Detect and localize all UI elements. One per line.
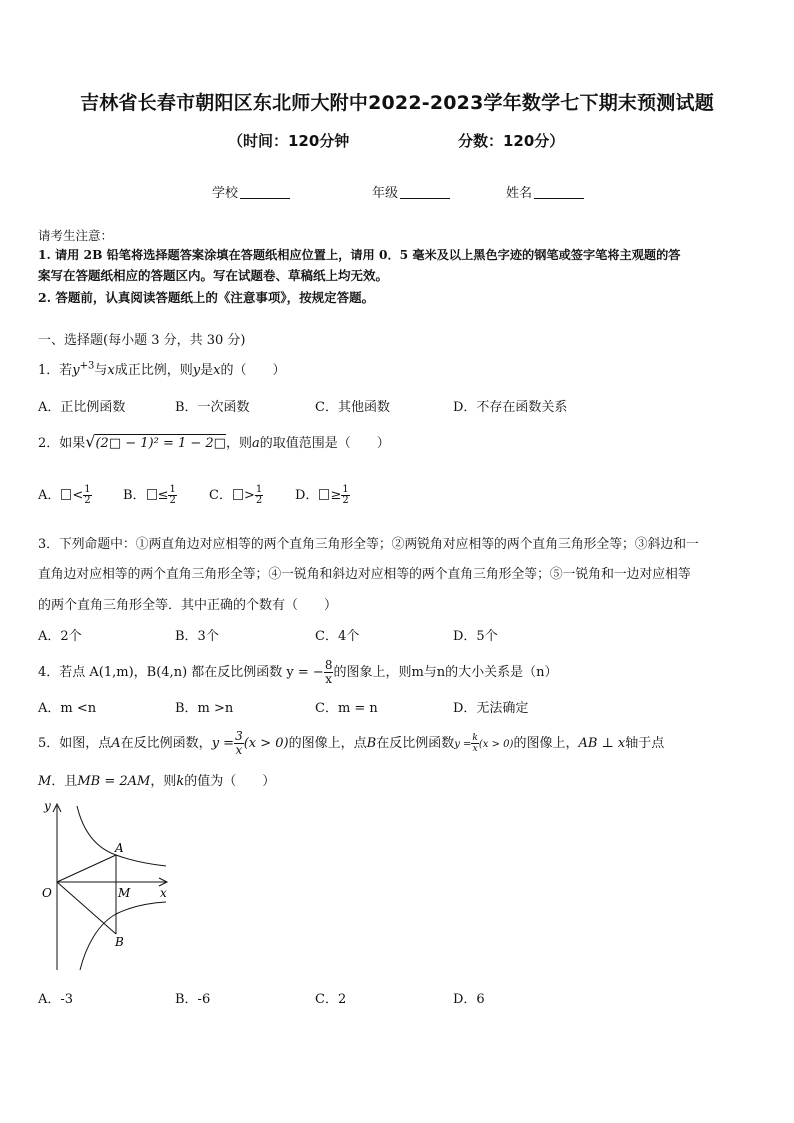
q1-text-4: 是	[200, 363, 214, 378]
q4-num: 8	[324, 658, 333, 672]
grade-field[interactable]	[372, 182, 450, 201]
half-fraction	[341, 485, 349, 506]
q4-text-2: 的图象上，则m与n的大小关系是（n）	[333, 665, 558, 680]
q1-option-a[interactable]: A．正比例函数	[38, 400, 126, 415]
q5-perp: AB ⊥ x	[578, 736, 626, 751]
missing-glyph-icon	[233, 489, 243, 500]
missing-glyph-icon	[147, 489, 157, 500]
exam-title: 吉林省长春市朝阳区东北师大附中2022-2023学年数学七下期末预测试题	[80, 92, 714, 114]
q5-f1-den: x	[235, 743, 243, 757]
q5-condition: MB = 2AM	[77, 774, 151, 789]
q5-f2-cond: (x > 0)	[478, 739, 514, 750]
q5-text-5: 的图像上，	[513, 736, 579, 751]
section1-heading: 一、选择题(每小题 3 分，共 30 分)	[38, 333, 246, 348]
q2-a: a	[251, 436, 260, 451]
exam-time: （时间：120分钟	[228, 132, 350, 150]
frac-num: 1	[342, 484, 349, 495]
q5-f1-num: 3	[235, 729, 243, 743]
q2-c-label: C．	[209, 488, 232, 503]
q5-text-9: 的值为（ ）	[184, 774, 276, 789]
half-fraction	[168, 485, 176, 506]
q1-x: x	[107, 363, 115, 378]
q5-text-1: 5．如图，点	[38, 736, 112, 751]
q5-k: k	[176, 774, 185, 789]
school-blank[interactable]	[240, 185, 290, 199]
question-3-line-1: 3．下列命题中：①两直角边对应相等的两个直角三角形全等；②两锐角对应相等的两个直角三角形全等；③斜边和一	[38, 537, 699, 552]
name-blank[interactable]	[534, 185, 584, 199]
q2-radical-expr: (2□ − 1)² = 1 − 2□	[95, 436, 226, 451]
q5-A: A	[111, 736, 121, 751]
q5-B: B	[366, 736, 377, 751]
half-fraction	[255, 485, 263, 506]
q2-a-op: <	[72, 488, 84, 503]
q1-option-d[interactable]: D．不存在函数关系	[453, 400, 568, 415]
grade-blank[interactable]	[400, 185, 450, 199]
q4-option-d[interactable]: D．无法确定	[453, 701, 529, 716]
q5-figure	[36, 796, 176, 978]
q1-text-3: 成正比例，则	[114, 363, 193, 378]
question-5-line-1	[38, 730, 664, 757]
q5-text-3: 的图像上，点	[288, 736, 367, 751]
q3-option-d[interactable]: D．5个	[453, 629, 498, 644]
label-B: B	[115, 935, 124, 949]
q4-text-1: 4．若点 A(1,m)，B(4,n) 都在反比例函数 y = −	[38, 665, 324, 680]
segment-OB	[57, 882, 116, 934]
q4-option-b[interactable]: B．m >n	[175, 701, 234, 716]
radical-sign: √	[85, 432, 96, 451]
q5-text-2: 在反比例函数，	[120, 736, 212, 751]
q4-option-c[interactable]: C．m = n	[315, 701, 378, 716]
q1-text-5: 的（ ）	[220, 363, 286, 378]
question-5-line-2	[38, 770, 275, 789]
q5-option-b[interactable]: B．-6	[175, 992, 211, 1007]
frac-num: 1	[169, 484, 176, 495]
question-4	[38, 659, 558, 686]
missing-glyph-icon	[61, 489, 71, 500]
q2-c-op: >	[243, 488, 255, 503]
question-2	[38, 432, 390, 451]
q2-a-label: A．	[38, 488, 61, 503]
label-y: y	[44, 799, 51, 813]
notice-heading: 请考生注意：	[38, 228, 114, 243]
q5-option-d[interactable]: D．6	[453, 992, 485, 1007]
label-M: M	[118, 886, 131, 900]
question-1	[38, 359, 286, 378]
q2-option-d[interactable]	[295, 484, 350, 506]
notice-item1-line1: 1. 请用 2B 铅笔将选择题答案涂填在答题纸相应位置上，请用 0．5 毫米及以上黑色字迹的钢笔或签字笔将主观题的答	[38, 248, 681, 262]
question-3-line-3: 的两个直角三角形全等．其中正确的个数有（ ）	[38, 598, 338, 613]
q5-f2-fraction	[471, 733, 478, 754]
q5-option-a[interactable]: A．-3	[38, 992, 74, 1007]
q5-text-6: 轴于点	[625, 736, 665, 751]
q3-option-c[interactable]: C．4个	[315, 629, 360, 644]
q5-f1: y =	[211, 736, 235, 751]
q2-b-label: B．	[123, 488, 146, 503]
q1-option-c[interactable]: C．其他函数	[315, 400, 390, 415]
school-field[interactable]	[212, 182, 290, 201]
half-fraction	[83, 485, 91, 506]
q4-option-a[interactable]: A．m <n	[38, 701, 97, 716]
q4-fraction	[324, 659, 334, 686]
q5-f2: y =	[454, 739, 472, 750]
frac-den: 2	[255, 495, 263, 506]
frac-den: 2	[342, 495, 349, 506]
segment-OA	[57, 855, 116, 882]
q2-text-2: ，则	[225, 436, 252, 451]
q2-b-op: ≤	[157, 488, 169, 503]
q1-text-1: 1．若	[38, 363, 73, 378]
q4-den: x	[325, 672, 333, 686]
q2-d-label: D．	[295, 488, 319, 503]
q5-option-c[interactable]: C．2	[315, 992, 347, 1007]
q5-text-4: 在反比例函数	[376, 736, 455, 751]
q1-option-b[interactable]: B．一次函数	[175, 400, 250, 415]
missing-glyph-icon	[319, 489, 329, 500]
frac-num: 1	[84, 484, 91, 495]
q1-text-2: 与	[94, 363, 108, 378]
frac-den: 2	[169, 495, 176, 506]
q5-f1-cond: (x > 0)	[243, 736, 289, 751]
q2-option-c[interactable]	[209, 484, 263, 506]
label-x: x	[160, 886, 167, 900]
grade-label: 年级	[372, 186, 399, 201]
name-field[interactable]	[506, 182, 584, 201]
frac-den: 2	[84, 495, 91, 506]
label-A: A	[115, 841, 124, 855]
q5-f2-num: k	[472, 733, 478, 743]
q2-d-op: ≥	[330, 488, 342, 503]
q3-option-b[interactable]: B．3个	[175, 629, 219, 644]
q1-y2: y	[192, 363, 201, 378]
q2-option-b[interactable]	[123, 484, 177, 506]
notice-item2: 2. 答题前，认真阅读答题纸上的《注意事项》，按规定答题。	[38, 290, 375, 305]
q3-option-a[interactable]: A．2个	[38, 629, 82, 644]
question-3-line-2: 直角边对应相等的两个直角三角形全等；④一锐角和斜边对应相等的两个直角三角形全等；⑤一锐角和一边对应相等	[38, 567, 691, 582]
q5-text-8: ，则	[150, 774, 177, 789]
label-O: O	[42, 886, 52, 900]
name-label: 姓名	[506, 186, 533, 201]
q2-text-1: 2．如果	[38, 436, 86, 451]
frac-num: 1	[255, 484, 263, 495]
q5-f2-den: x	[472, 744, 478, 754]
q1-y: y	[72, 363, 80, 378]
q5-text-7: ．且	[51, 774, 78, 789]
school-label: 学校	[212, 186, 239, 201]
q2-text-3: 的取值范围是（ ）	[259, 436, 390, 451]
exam-score: 分数：120分）	[458, 132, 565, 150]
q5-f1-fraction	[234, 730, 244, 757]
notice-item1-line2: 案写在答题纸相应的答题区内。写在试题卷、草稿纸上均无效。	[38, 268, 389, 283]
q5-M: M	[38, 774, 52, 789]
q2-option-a[interactable]	[38, 484, 92, 506]
q1-x2: x	[213, 363, 221, 378]
curve-k3	[77, 806, 166, 866]
q1-sup: +3	[79, 360, 95, 372]
